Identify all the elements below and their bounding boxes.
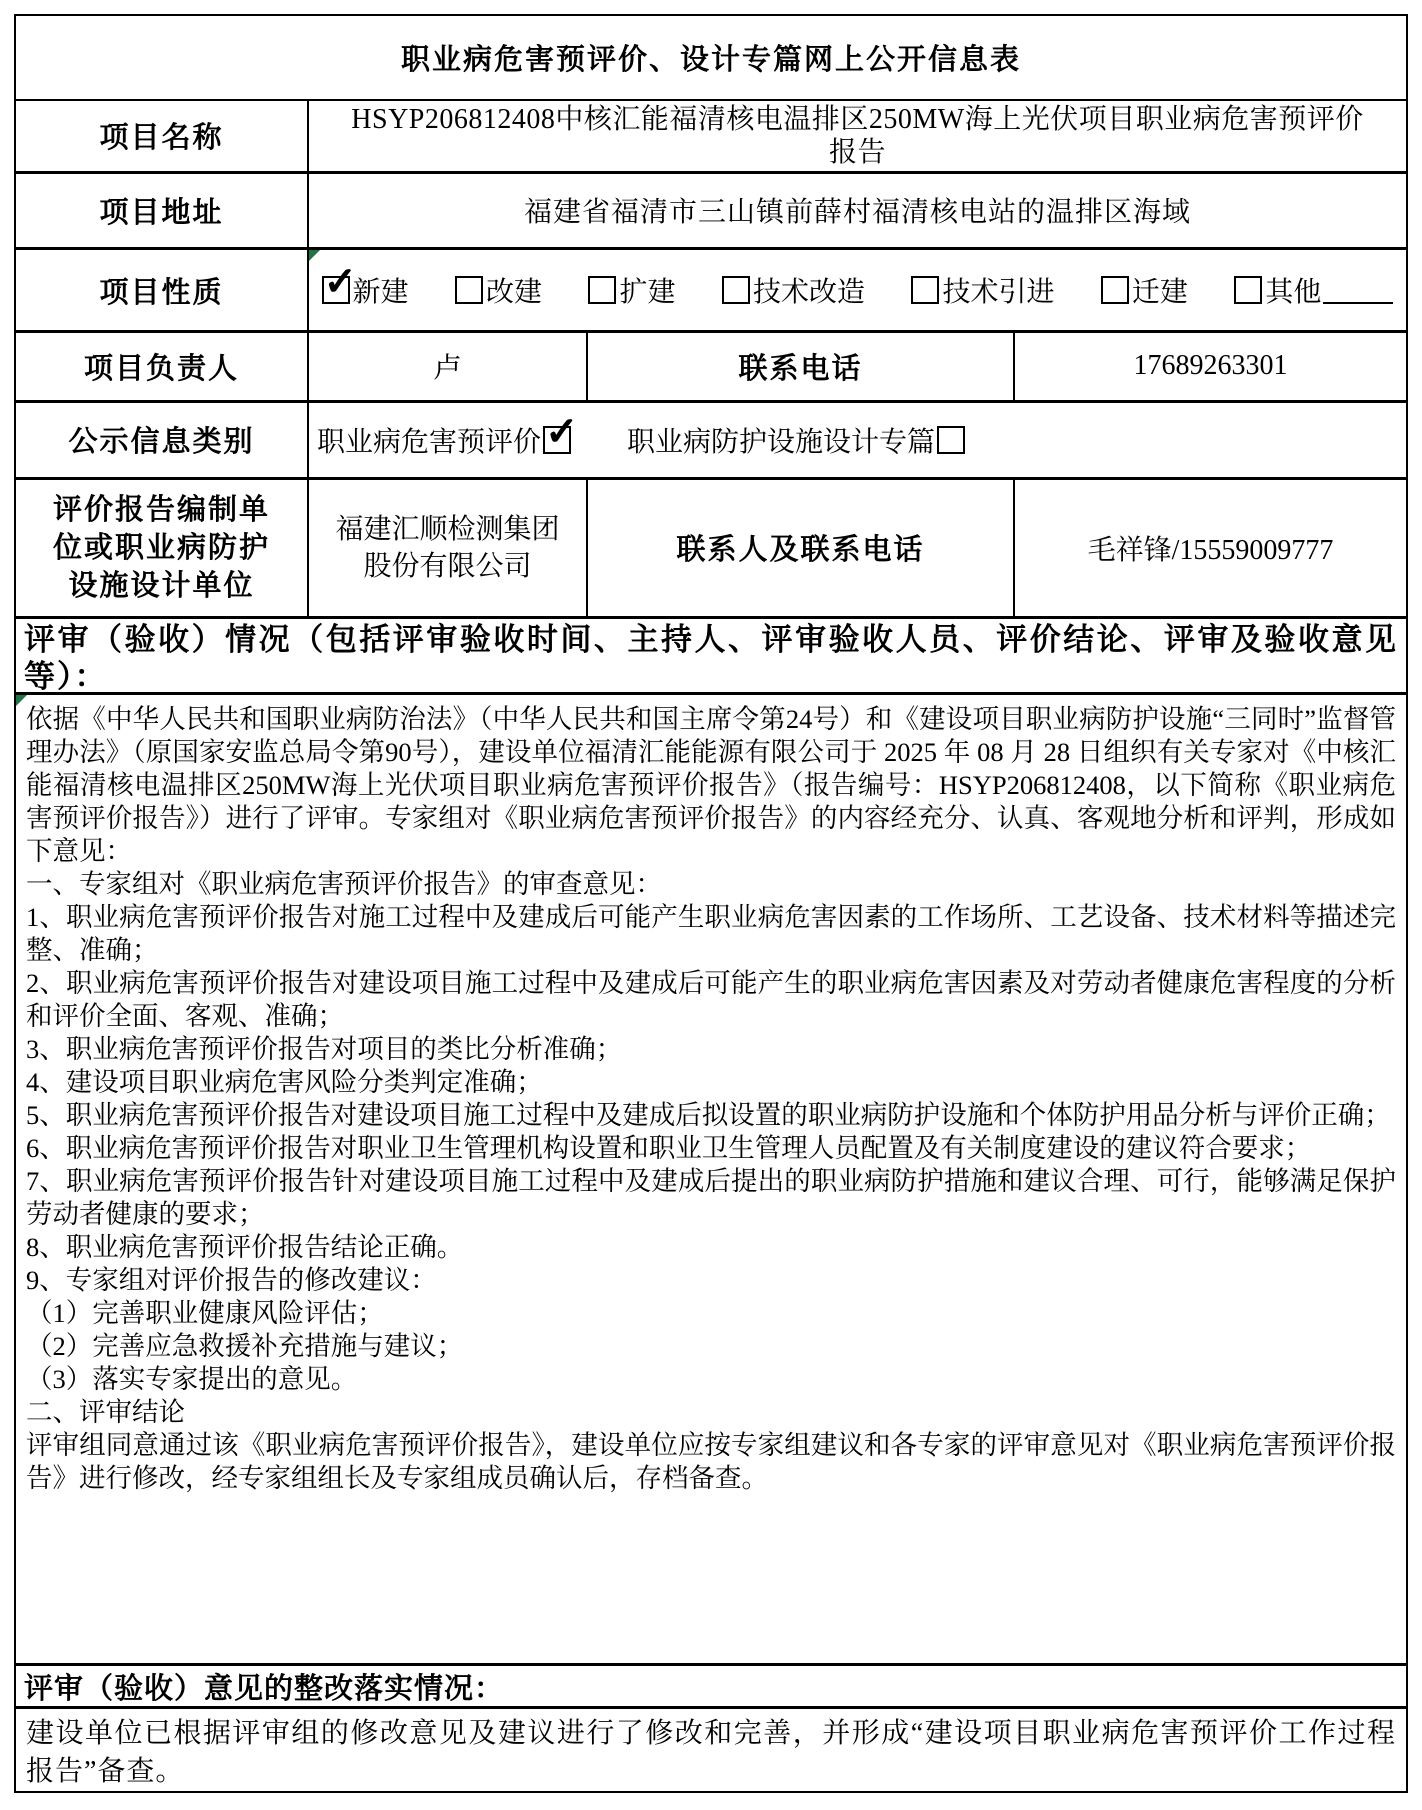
agency-name: 福建汇顺检测集团股份有限公司 — [335, 513, 560, 582]
cell-error-flag-icon — [16, 695, 27, 706]
checkbox-unchecked-icon[interactable] — [1101, 276, 1129, 304]
review-paragraph: （2）完善应急救援补充措施与建议； — [26, 1331, 464, 1362]
option-rebuild — [455, 270, 542, 310]
row-publicity-type — [16, 403, 1406, 480]
checkbox-unchecked-icon[interactable] — [455, 276, 483, 304]
agency-label-cell — [16, 480, 309, 617]
option-label: 技术改造 — [752, 277, 865, 309]
review-paragraph: 8、职业病危害预评价报告结论正确。 — [26, 1232, 464, 1263]
agency-contact-label: 联系人及联系电话 — [588, 480, 1015, 617]
option-label: 扩建 — [619, 277, 676, 309]
row-rectification-header — [16, 1666, 1406, 1709]
project-nature-label: 项目性质 — [16, 250, 309, 330]
row-project-address — [16, 174, 1406, 251]
page-title: 职业病危害预评价、设计专篇网上公开信息表 — [400, 43, 1021, 76]
row-project-nature — [16, 250, 1406, 333]
cell-error-flag-icon — [309, 250, 320, 261]
checkbox-checked-icon[interactable] — [322, 276, 350, 304]
option-tech-upgrade — [722, 270, 865, 310]
project-nature-value-cell — [309, 250, 1406, 330]
review-paragraph: 1、职业病危害预评价报告对施工过程中及建成后可能产生职业病危害因素的工作场所、工艺设备、技术材料等描述完整、准确； — [26, 902, 1396, 966]
rectification-body-text: 建设单位已根据评审组的修改意见及建议进行了修改和完善，并形成“建设项目职业病危害预评价工作过程报告”备查。 — [26, 1718, 1396, 1788]
project-address-value: 福建省福清市三山镇前薛村福清核电站的温排区海域 — [523, 197, 1191, 229]
review-paragraph: 评审组同意通过该《职业病危害预评价报告》，建设单位应按专家组建议和各专家的评审意见对《职业病危害预评价报告》进行修改，经专家组组长及专家组成员确认后，存档备查。 — [26, 1430, 1396, 1494]
option-relocate — [1101, 270, 1188, 310]
publicity-type-value-cell — [309, 403, 1406, 477]
review-paragraph: （3）落实专家提出的意见。 — [26, 1364, 358, 1395]
review-paragraph: 6、职业病危害预评价报告对职业卫生管理机构设置和职业卫生管理人员配置及有关制度建设的建议符合要求； — [26, 1133, 1312, 1164]
agency-label: 评价报告编制单位或职业病防护设施设计单位 — [52, 493, 270, 602]
checkbox-unchecked-icon[interactable] — [911, 276, 939, 304]
option-pre-evaluation — [317, 420, 571, 460]
review-paragraph: 3、职业病危害预评价报告对项目的类比分析准确； — [26, 1034, 623, 1065]
checkbox-checked-icon[interactable] — [543, 426, 571, 454]
project-name-value: HSYP206812408中核汇能福清核电温排区250MW海上光伏项目职业病危害预评价报告 — [351, 103, 1364, 168]
option-new-build — [322, 270, 409, 310]
option-label: 职业病防护设施设计专篇 — [627, 426, 936, 458]
agency-contact-value: 毛祥锋/15559009777 — [1087, 534, 1334, 566]
option-label: 其他 — [1265, 277, 1322, 309]
project-address-label: 项目地址 — [16, 174, 309, 248]
row-review-body — [16, 695, 1406, 1666]
option-tech-import — [911, 270, 1054, 310]
option-label: 职业病危害预评价 — [317, 426, 542, 458]
option-protection-design — [627, 420, 965, 460]
phone-value: 17689263301 — [1133, 350, 1288, 382]
row-review-header — [16, 619, 1406, 695]
review-paragraph: 依据《中华人民共和国职业病防治法》（中华人民共和国主席令第24号）和《建设项目职业病防护设施“三同时”监督管理办法》（原国家安监总局令第90号），建设单位福清汇能能源有限公司于 2025 年 08 月 28 日组织有关专家对《中核汇能福清核电温排区250MW海上光伏项目职业病危害预评价报告》（报告编号：HSYP206812408，以下简称《职业病危害预评价报告》）进行了评审。专家组对《职业病危害预评价报告》的内容经充分、认真、客观地分析和评判，形成如下意见： — [26, 704, 1396, 867]
row-project-leader — [16, 333, 1406, 403]
phone-label: 联系电话 — [588, 333, 1015, 400]
project-name-value-cell — [309, 101, 1406, 171]
checkbox-unchecked-icon[interactable] — [937, 426, 965, 454]
review-paragraph: 7、职业病危害预评价报告针对建设项目施工过程中及建成后提出的职业病防护措施和建议合理、可行，能够满足保护劳动者健康的要求； — [26, 1166, 1396, 1230]
project-leader-label: 项目负责人 — [16, 333, 309, 400]
row-rectification-body — [16, 1709, 1406, 1791]
other-blank-line — [1323, 276, 1393, 304]
option-expand — [588, 270, 675, 310]
project-name-label: 项目名称 — [16, 101, 309, 171]
row-project-name — [16, 101, 1406, 174]
review-paragraph: 2、职业病危害预评价报告对建设项目施工过程中及建成后可能产生的职业病危害因素及对劳动者健康危害程度的分析和评价全面、客观、准确； — [26, 968, 1396, 1032]
review-section-header: 评审（验收）情况（包括评审验收时间、主持人、评审验收人员、评价结论、评审及验收意见等）： — [24, 622, 1398, 695]
table-title-row — [16, 16, 1406, 101]
review-paragraph: 9、专家组对评价报告的修改建议： — [26, 1265, 437, 1296]
option-other — [1234, 270, 1393, 310]
rectification-section-header: 评审（验收）意见的整改落实情况： — [24, 1672, 505, 1705]
agency-name-cell — [309, 480, 588, 617]
checkbox-unchecked-icon[interactable] — [722, 276, 750, 304]
project-nature-options — [322, 270, 1394, 310]
review-paragraph: 4、建设项目职业病危害风险分类判定准确； — [26, 1067, 543, 1098]
option-label: 迁建 — [1131, 277, 1188, 309]
checkbox-unchecked-icon[interactable] — [1234, 276, 1262, 304]
option-label: 改建 — [485, 277, 542, 309]
review-paragraph: （1）完善职业健康风险评估； — [26, 1298, 384, 1329]
row-agency — [16, 480, 1406, 620]
option-label: 新建 — [352, 277, 409, 309]
review-paragraph: 二、评审结论 — [26, 1397, 185, 1428]
project-address-value-cell — [309, 174, 1406, 248]
publicity-type-label: 公示信息类别 — [16, 403, 309, 477]
checkbox-unchecked-icon[interactable] — [588, 276, 616, 304]
option-label: 技术引进 — [942, 277, 1055, 309]
info-table — [14, 14, 1408, 1793]
review-paragraph: 5、职业病危害预评价报告对建设项目施工过程中及建成后拟设置的职业病防护设施和个体防护用品分析与评价正确； — [26, 1100, 1391, 1131]
review-body-cell — [16, 695, 1406, 1663]
review-paragraph: 一、专家组对《职业病危害预评价报告》的审查意见： — [26, 869, 662, 900]
project-leader-value: 卢 — [309, 333, 588, 400]
